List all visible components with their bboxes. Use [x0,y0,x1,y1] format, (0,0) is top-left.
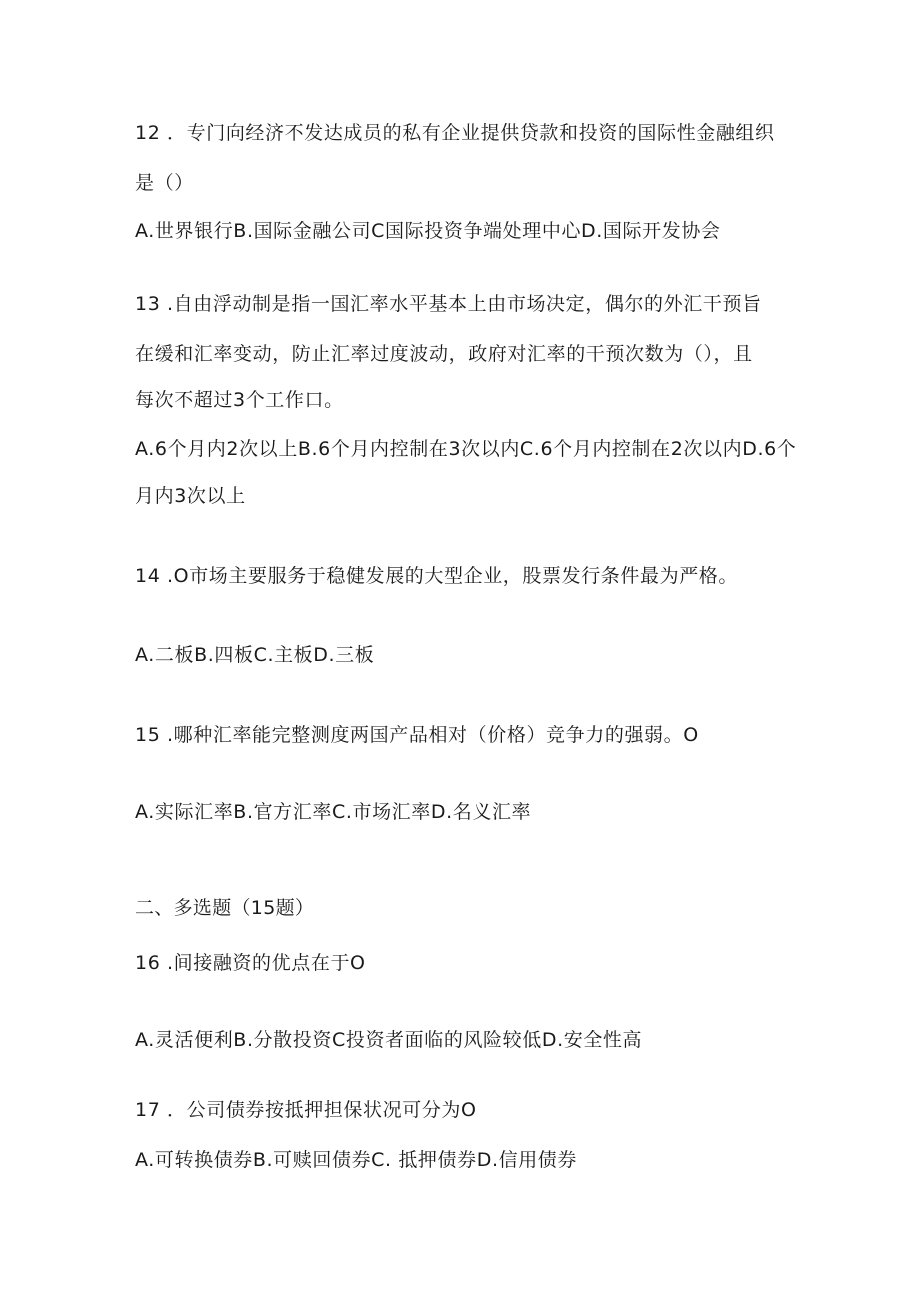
question-13-options-line-2: 月内3次以上 [135,485,246,507]
question-12-options: A.世界银行B.国际金融公司C国际投资争端处理中心D.国际开发协会 [135,220,721,242]
question-17-text: 17 ．公司债券按抵押担保状况可分为O [135,1099,477,1121]
question-16-options: A.灵活便利B.分散投资C投资者面临的风险较低D.安全性高 [135,1029,643,1051]
question-13-options-line-1: A.6个月内2次以上B.6个月内控制在3次以内C.6个月内控制在2次以内D.6个 [135,438,797,460]
question-14-text: 14 .O市场主要服务于稳健发展的大型企业，股票发行条件最为严格。 [135,565,739,587]
section-title-multiple-choice: 二、多选题（15题） [135,897,315,919]
question-12-text-line-1: 12 ．专门向经济不发达成员的私有企业提供贷款和投资的国际性金融组织 [135,122,775,144]
question-15-text: 15 .哪种汇率能完整测度两国产品相对（价格）竞争力的强弱。O [135,724,699,746]
question-13-text-line-1: 13 .自由浮动制是指一国汇率水平基本上由市场决定，偶尔的外汇干预旨 [135,293,762,315]
question-17-options: A.可转换债券B.可赎回债券C. 抵押债券D.信用债券 [135,1149,577,1171]
question-16-text: 16 .间接融资的优点在于O [135,952,366,974]
question-13-text-line-2: 在缓和汇率变动，防止汇率过度波动，政府对汇率的干预次数为（），且 [135,343,753,365]
question-14-options: A.二板B.四板C.主板D.三板 [135,644,375,666]
question-12-text-line-2: 是（） [135,172,194,194]
question-13-text-line-3: 每次不超过3个工作口。 [135,389,344,411]
question-15-options: A.实际汇率B.官方汇率C.市场汇率D.名义汇率 [135,801,532,823]
